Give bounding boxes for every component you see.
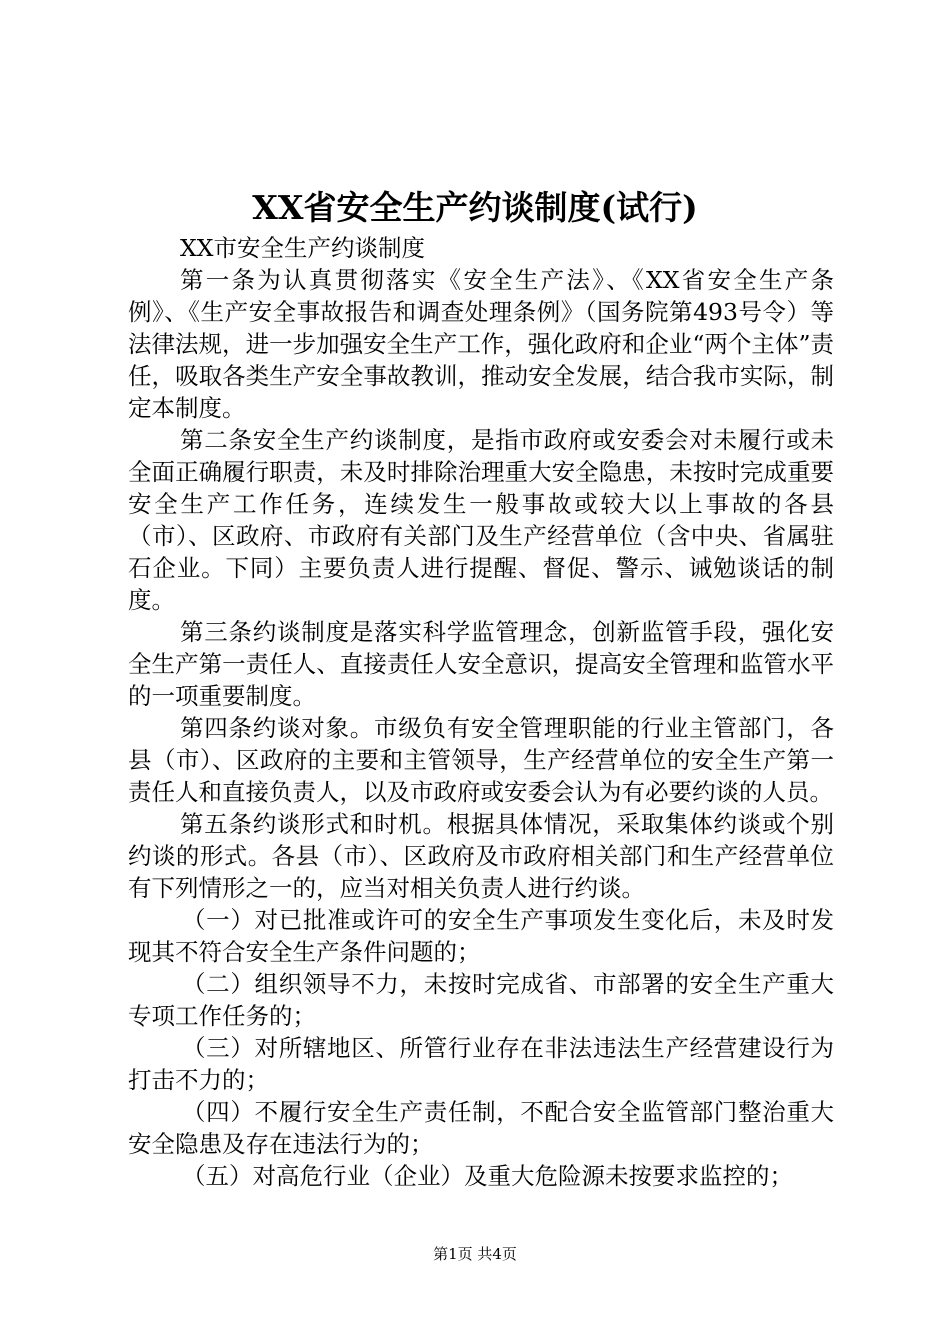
paragraph-article-1: 第一条为认真贯彻落实《安全生产法》、《XX省安全生产条例》、《生产安全事故报告和调查处理条例》（国务院第493号令）等法律法规，进一步加强安全生产工作，强化政府和企业“两个主体”责任，吸取各类生产安全事故教训，推动安全发展，结合我市实际，制定本制度。 [128, 266, 834, 422]
paragraph-item-3: （三）对所辖地区、所管行业存在非法违法生产经营建设行为打击不力的； [128, 1034, 834, 1094]
paragraph-article-5: 第五条约谈形式和时机。根据具体情况，采取集体约谈或个别约谈的形式。各县（市）、区政府及市政府相关部门和生产经营单位有下列情形之一的，应当对相关负责人进行约谈。 [128, 810, 834, 902]
document-title: XX省安全生产约谈制度(试行) [252, 188, 698, 227]
paragraph-item-2: （二）组织领导不力，未按时完成省、市部署的安全生产重大专项工作任务的； [128, 970, 834, 1030]
page-footer: 第1页 共4页 [433, 1245, 517, 1263]
paragraph-article-3: 第三条约谈制度是落实科学监管理念，创新监管手段，强化安全生产第一责任人、直接责任人安全意识，提高安全管理和监管水平的一项重要制度。 [128, 618, 834, 710]
paragraph-article-4: 第四条约谈对象。市级负有安全管理职能的行业主管部门，各县（市）、区政府的主要和主管领导，生产经营单位的安全生产第一责任人和直接负责人，以及市政府或安委会认为有必要约谈的人员。 [128, 714, 834, 806]
document-body [128, 232, 834, 1192]
paragraph-item-5: （五）对高危行业（企业）及重大危险源未按要求监控的； [182, 1162, 793, 1190]
paragraph-item-1: （一）对已批准或许可的安全生产事项发生变化后，未及时发现其不符合安全生产条件问题的； [128, 906, 834, 966]
paragraph-item-4: （四）不履行安全生产责任制，不配合安全监管部门整治重大安全隐患及存在违法行为的； [128, 1098, 834, 1158]
paragraph-article-2: 第二条安全生产约谈制度，是指市政府或安委会对未履行或未全面正确履行职责，未及时排除治理重大安全隐患，未按时完成重要安全生产工作任务，连续发生一般事故或较大以上事故的各县（市）、区政府、市政府有关部门及生产经营单位（含中央、省属驻石企业。下同）主要负责人进行提醒、督促、警示、诫勉谈话的制度。 [128, 426, 834, 614]
paragraph-subtitle: XX市安全生产约谈制度 [180, 234, 425, 262]
